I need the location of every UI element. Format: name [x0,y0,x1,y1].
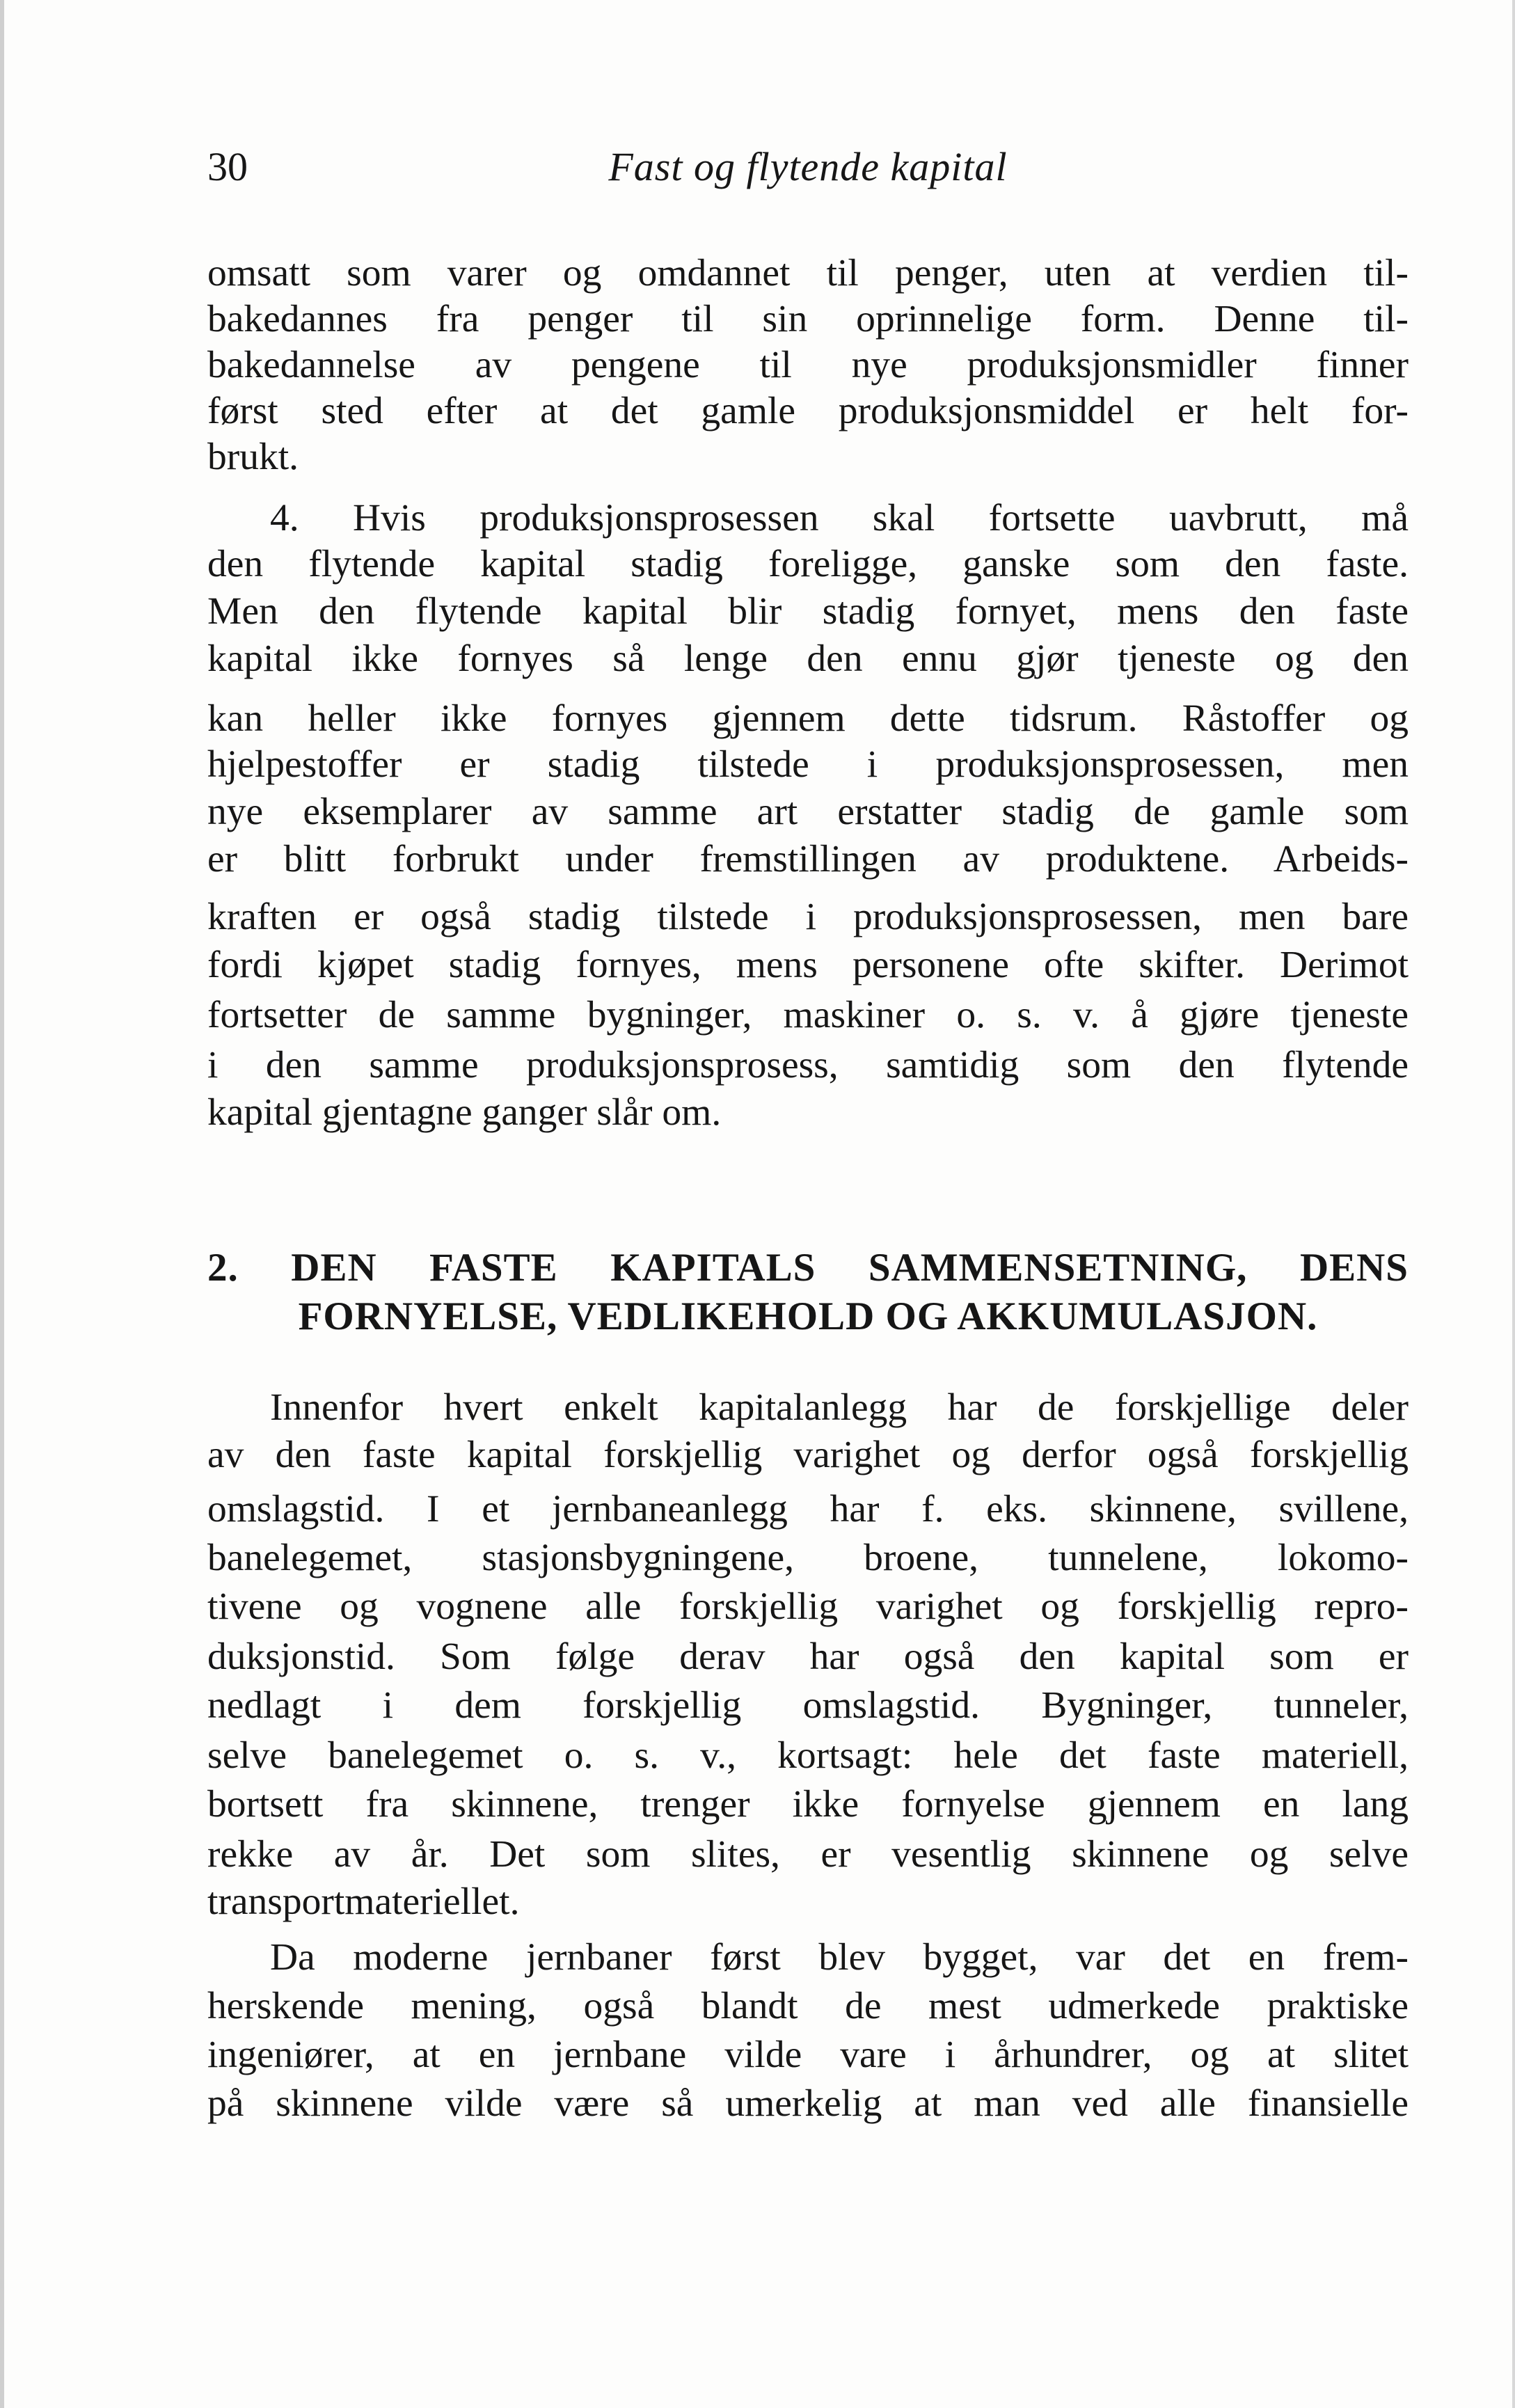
running-title: Fast og flytende kapital [608,144,1008,189]
body-line: banelegemet, stasjonsbygningene, broene, tunnelene, lokomo- [207,1537,1409,1579]
body-line: bakedannes fra penger til sin oprinnelige form. Denne til- [207,298,1409,340]
body-line: kan heller ikke fornyes gjennem dette tidsrum. Råstoffer og [207,697,1409,740]
body-line: kapital ikke fornyes så lenge den ennu gjør tjeneste og den [207,637,1409,680]
scan-edge-right [1512,0,1515,2408]
body-line: Da moderne jernbaner først blev bygget, var det en frem- [270,1936,1409,1979]
body-line: nye eksemplarer av samme art erstatter stadig de gamle som [207,791,1409,833]
body-line: tivene og vognene alle forskjellig varighet og forskjellig repro- [207,1585,1409,1628]
body-line: 4. Hvis produksjonsprosessen skal fortsette uavbrutt, må [270,497,1409,539]
body-line: fordi kjøpet stadig fornyes, mens personene ofte skifter. Derimot [207,944,1409,986]
body-line: omslagstid. I et jernbaneanlegg har f. eks. skinnene, svillene, [207,1488,1409,1530]
body-line: av den faste kapital forskjellig varighet og derfor også forskjellig [207,1434,1409,1476]
body-line: nedlagt i dem forskjellig omslagstid. Bygninger, tunneler, [207,1684,1409,1727]
body-line: hjelpestoffer er stadig tilstede i produksjonsprosessen, men [207,743,1409,786]
body-line: på skinnene vilde være så umerkelig at man ved alle finansielle [207,2082,1409,2125]
body-line: i den samme produksjonsprosess, samtidig som den flytende [207,1044,1409,1086]
body-line: ingeniører, at en jernbane vilde vare i århundrer, og at slitet [207,2034,1409,2076]
body-line: er blitt forbrukt under fremstillingen av produktene. Arbeids- [207,838,1409,880]
body-line: selve banelegemet o. s. v., kortsagt: hele det faste materiell, [207,1734,1409,1777]
scan-edge-left [0,0,4,2408]
body-line: herskende mening, også blandt de mest udmerkede praktiske [207,1985,1409,2027]
body-line: Innenfor hvert enkelt kapitalanlegg har de forskjellige deler [270,1386,1409,1429]
body-line: Men den flytende kapital blir stadig fornyet, mens den faste [207,590,1409,633]
running-head [207,139,1409,195]
body-line: brukt. [207,436,299,478]
body-line: transportmateriellet. [207,1880,520,1923]
page-number: 30 [207,144,248,189]
section-heading-line-1: 2. DEN FASTE KAPITALS SAMMENSETNING, DENS [207,1246,1409,1290]
body-line: først sted efter at det gamle produksjonsmiddel er helt for- [207,390,1409,432]
body-line: kraften er også stadig tilstede i produksjonsprosessen, men bare [207,896,1409,938]
section-heading-line-2: FORNYELSE, VEDLIKEHOLD OG AKKUMULASJON. [298,1294,1318,1338]
body-line: bortsett fra skinnene, trenger ikke fornyelse gjennem en lang [207,1783,1409,1825]
body-line: omsatt som varer og omdannet til penger, uten at verdien til- [207,252,1409,294]
body-line: kapital gjentagne ganger slår om. [207,1091,722,1134]
body-line: den flytende kapital stadig foreligge, ganske som den faste. [207,543,1409,585]
body-line: rekke av år. Det som slites, er vesentlig skinnene og selve [207,1833,1409,1876]
body-line: duksjonstid. Som følge derav har også den kapital som er [207,1635,1409,1678]
body-line: bakedannelse av pengene til nye produksjonsmidler finner [207,344,1409,386]
body-line: fortsetter de samme bygninger, maskiner o. s. v. å gjøre tjeneste [207,994,1409,1036]
